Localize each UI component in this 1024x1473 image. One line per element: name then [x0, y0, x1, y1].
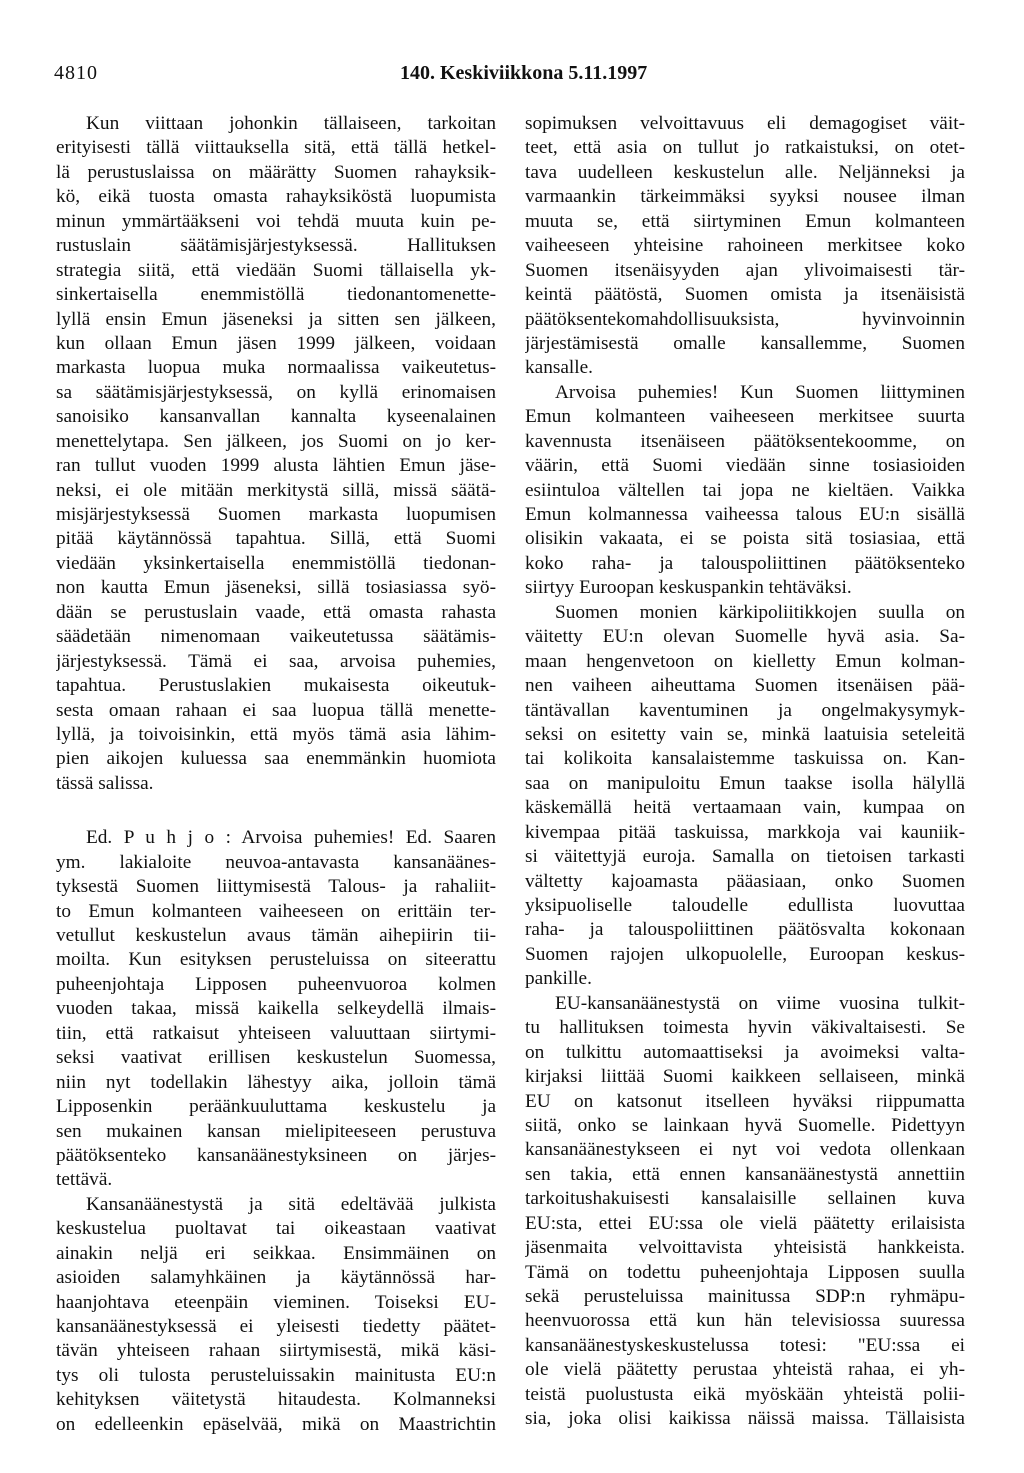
text-line: teistä puolustusta eikä myöskään yhteistä polii- — [525, 1383, 965, 1405]
text-line: siirtyy Euroopan keskuspankin tehtäväksi. — [525, 577, 852, 599]
text-line: sen mukainen kansan mielipiteeseen perustuva — [56, 1120, 496, 1142]
text-line: järjestämisestä omalle kansallemme, Suomen — [525, 332, 965, 354]
text-line: tettävä. — [56, 1169, 113, 1191]
text-line: on tulkittu automaattiseksi ja avoimeksi valta- — [525, 1041, 965, 1063]
text-line: siitä, onko se lainkaan hyvä Suomelle. Pidettyyn — [525, 1114, 965, 1136]
text-line: Suomen rajojen ulkopuolelle, Euroopan keskus- — [525, 943, 965, 965]
text-line: kansanäänestykseen ei nyt voi vedota ollenkaan — [525, 1139, 965, 1161]
text-line: lä perustuslaissa on määrätty Suomen rahayksik- — [56, 161, 496, 183]
text-line: rustuslain säätämisjärjestyksessä. Hallituksen — [56, 235, 496, 257]
text-line: EU:sta, ettei EU:ssa ole vielä päätetty erilaisista — [525, 1212, 965, 1234]
text-line: kivempaa pitää taskuissa, markkoja vai kauniik- — [525, 821, 965, 843]
text-line: keskustelua puoltavat tai oikeastaan vaativat — [56, 1218, 496, 1240]
text-line: sopimuksen velvoittavuus eli demagogiset väit- — [525, 113, 965, 134]
text-line: kavennusta itsenäiseen päätöksentekoomme, on — [525, 430, 965, 452]
text-line: varmaankin tärkeimmäksi syyksi nousee ilman — [525, 186, 965, 208]
text-line: raha- ja talouspoliittinen päätösvalta kokonaan — [525, 919, 965, 941]
text-line: non kautta Emun jäseneksi, sillä tosiasiassa syö- — [56, 577, 496, 599]
text-line: markasta luopua muka normaalissa vaikeutetus- — [56, 357, 496, 379]
text-line: ran tullut vuoden 1999 alusta lähtien Emun jäse- — [56, 455, 496, 477]
text-line: sen takia, että ennen kansanäänestystä annettiin — [525, 1163, 965, 1185]
text-line: strategia siitä, että viedään Suomi tällaisella yk- — [56, 259, 496, 281]
text-line: jäsenmaita velvoittavista yhteisistä hankkeista. — [525, 1237, 965, 1259]
paragraph-gap — [56, 796, 496, 826]
text-line: asioiden salamyhkäinen ja käytännössä har- — [56, 1267, 496, 1289]
text-line: kun ollaan Emun jäsen 1999 jälkeen, voidaan — [56, 332, 496, 354]
text-line: muuta se, että siirtyminen Emun kolmanteen — [525, 210, 965, 232]
text-line: si väitettyjä euroja. Samalla on tietoisen tarkasti — [525, 846, 965, 868]
text-line: tapahtua. Perustuslakien mukaisesta oikeutuk- — [56, 675, 496, 697]
text-line: esiintuloa vältellen tai jopa ne kieltäen. Vaikka — [525, 479, 965, 501]
text-line: kö, eikä tuosta omasta rahayksiköstä luopumista — [56, 186, 496, 208]
text-line: menettelytapa. Sen jälkeen, jos Suomi on jo ker- — [56, 430, 496, 452]
text-line: järjestyksessä. Tämä ei saa, arvoisa puhemies, — [56, 650, 496, 672]
text-line: pitää käytännössä tapahtua. Sillä, että Suomi — [56, 528, 496, 550]
text-line: olisikin vakaata, ei se poista sitä tosiasiaa, että — [525, 528, 965, 550]
text-line: sia, joka olisi kaikissa näissä maissa. Tällaisista — [525, 1408, 965, 1430]
left-column — [56, 112, 496, 1452]
text-line: Kansanäänestystä ja sitä edeltävää julkista — [86, 1193, 496, 1215]
text-line: sanoisiko kansanvallan kannalta kyseenalainen — [56, 406, 496, 428]
text-line: vetullut keskustelun avaus tämän aihepiirin tii- — [56, 925, 496, 946]
text-line: kansanäänestyskeskustelussa totesi: "EU:ssa ei — [525, 1334, 965, 1356]
text-line: to Emun kolmanteen vaiheeseen on erittäin ter- — [56, 900, 496, 922]
text-line: tässä salissa. — [56, 772, 154, 794]
text-line: yksipuoliselle taloudelle edullista luovuttaa — [525, 895, 965, 916]
text-line: ole vielä päätetty perustaa yhteistä rahaa, ei yh- — [525, 1359, 965, 1381]
text-line: tava uudelleen keskustelun alle. Neljänneksi ja — [525, 161, 965, 183]
text-line: väitetty EU:n olevan Suomelle hyvä asia. Sa- — [525, 626, 965, 648]
text-line: erityisesti tällä viittauksella sitä, että tällä hetkel- — [56, 137, 496, 159]
text-line: pien aikojen kuluessa saa enemmänkin huomiota — [56, 748, 496, 770]
text-line: tu hallituksen toimesta hyvin väkivaltaisesti. Se — [525, 1017, 965, 1039]
text-line: kansalle. — [525, 357, 593, 379]
right-column — [525, 112, 965, 1452]
text-line: seksi vaativat erillisen keskustelun Suomessa, — [56, 1047, 496, 1069]
text-line: sa säätämisjärjestyksessä, on kyllä erinomaisen — [56, 381, 496, 403]
text-line: heenvuorossa että kun hän televisiossa suuressa — [525, 1310, 965, 1332]
text-line: misjärjestyksessä Suomen markasta luopumisen — [56, 504, 496, 525]
text-line: viedään yksinkertaisella enemmistöllä tiedonan- — [56, 552, 496, 574]
text-line: lyllä, ja toivoisinkin, että myös tämä asia lähim- — [56, 723, 496, 745]
text-line: nen vaiheen aiheuttama Suomen itsenäisen pää- — [525, 675, 965, 697]
text-line: ainakin neljä eri seikkaa. Ensimmäinen on — [56, 1242, 496, 1264]
text-line: on edelleenkin epäselvää, mikä on Maastrichtin — [56, 1413, 496, 1435]
text-line: EU on katsonut itselleen hyväksi riippumatta — [525, 1090, 965, 1112]
text-line: käskemällä heitä vertaamaan vain, kumpaa on — [525, 797, 965, 819]
text-line: minun ymmärtääkseni voi tehdä muuta kuin pe- — [56, 210, 496, 232]
text-line: säädetään nimenomaan vaikeutetussa säätämis- — [56, 626, 496, 648]
text-line: Emun kolmanteen vaiheeseen merkitsee suurta — [525, 406, 965, 428]
text-line: niin nyt todellakin lähestyy aika, jolloin tämä — [56, 1071, 496, 1093]
text-line: dään se perustuslain vaade, että omasta rahasta — [56, 601, 496, 623]
text-line: sinkertaisella enemmistöllä tiedonantomenette- — [56, 284, 496, 306]
text-line: Arvoisa puhemies! Kun Suomen liittyminen — [555, 381, 965, 403]
text-line: väärin, että Suomi viedään sinne tosiasioiden — [525, 455, 965, 477]
text-line: maan hengenvetoon on kielletty Emun kolman- — [525, 650, 965, 672]
text-line: tarkoitushakuisesti kansalaisille sellainen kuva — [525, 1188, 965, 1210]
text-line: Lipposenkin peräänkuuluttama keskustelu ja — [56, 1096, 496, 1118]
text-line: tai kolikoita kansalaistemme taskuissa on. Kan- — [525, 748, 965, 770]
text-line: EU-kansanäänestystä on viime vuosina tulkit- — [555, 992, 965, 1014]
text-line: Suomen monien kärkipoliitikkojen suulla on — [555, 601, 965, 623]
text-line: päätöksenteko kansanäänestyksineen on järjes- — [56, 1144, 496, 1166]
text-line: vuoden takaa, missä kaikella selkeydellä ilmais- — [56, 998, 496, 1020]
text-line: moilta. Kun esityksen perusteluissa on siteerattu — [56, 949, 496, 971]
text-line: sekä perusteluissa mainitussa SDP:n ryhmäpu- — [525, 1286, 965, 1307]
text-line: kirjaksi liittää Suomi kaikkeen sellaiseen, minkä — [525, 1066, 965, 1088]
text-line: kansanäänestyksessä ei yleisesti tiedetty päätet- — [56, 1316, 496, 1337]
text-line: pankille. — [525, 968, 592, 990]
text-line: koko raha- ja talouspoliittinen päätöksenteko — [525, 552, 965, 574]
text-line: vältetty kajoamasta pääasiaan, onko Suomen — [525, 870, 965, 892]
text-line: Suomen itsenäisyyden ajan ylivoimaisesti tär- — [525, 259, 965, 281]
text-line: Emun kolmannessa vaiheessa talous EU:n sisällä — [525, 504, 965, 525]
text-line: Kun viittaan johonkin tällaiseen, tarkoitan — [86, 113, 496, 134]
text-line: tys oli tulosta perusteluissakin mainitusta EU:n — [56, 1364, 496, 1386]
text-line: lyllä ensin Emun jäseneksi ja sitten sen jälkeen, — [56, 308, 496, 330]
text-line: saa on manipuloitu Emun taakse isolla hälyllä — [525, 772, 965, 794]
text-line: täntävallan kaventuminen ja ongelmakysymyk- — [525, 699, 965, 721]
text-line: ym. lakialoite neuvoa-antavasta kansanäänes- — [56, 851, 496, 873]
text-line: teet, että asia on tullut jo ratkaistuksi, on otet- — [525, 137, 965, 159]
text-line: kehityksen väitetystä hitaudesta. Kolmanneksi — [56, 1389, 496, 1411]
page-number: 4810 — [54, 62, 98, 84]
text-line: päätöksentekomahdollisuuksista, hyvinvoinnin — [525, 308, 965, 330]
text-line: tyksestä Suomen liittymisestä Talous- ja rahaliit- — [56, 876, 496, 898]
text-line: Tämä on todettu puheenjohtaja Lipposen suulla — [525, 1261, 965, 1283]
text-line: tiin, että ratkaisut yhteiseen valuuttaan siirtymi- — [56, 1022, 496, 1044]
text-line: seksi on esitetty vain se, minkä laatuisia seteleitä — [525, 723, 965, 745]
text-line: tävän yhteiseen rahaan siirtymisestä, mikä käsi- — [56, 1340, 496, 1362]
text-line: Ed. P u h j o : Arvoisa puhemies! Ed. Saaren — [86, 827, 496, 849]
text-line: haanjohtava eteenpäin vieminen. Toiseksi EU- — [56, 1291, 496, 1313]
session-header: 140. Keskiviikkona 5.11.1997 — [400, 62, 648, 84]
text-line: vaiheeseen yhteisine rahoineen merkitsee koko — [525, 235, 965, 257]
text-line: keintä päätöstä, Suomen omista ja itsenäisistä — [525, 284, 965, 306]
text-line: sesta omaan rahaan ei saa luopua tällä menette- — [56, 699, 496, 721]
text-line: puheenjohtaja Lipposen puheenvuoroa kolmen — [56, 973, 496, 995]
text-line: neksi, ei ole mitään merkitystä sillä, missä säätä- — [56, 479, 496, 501]
